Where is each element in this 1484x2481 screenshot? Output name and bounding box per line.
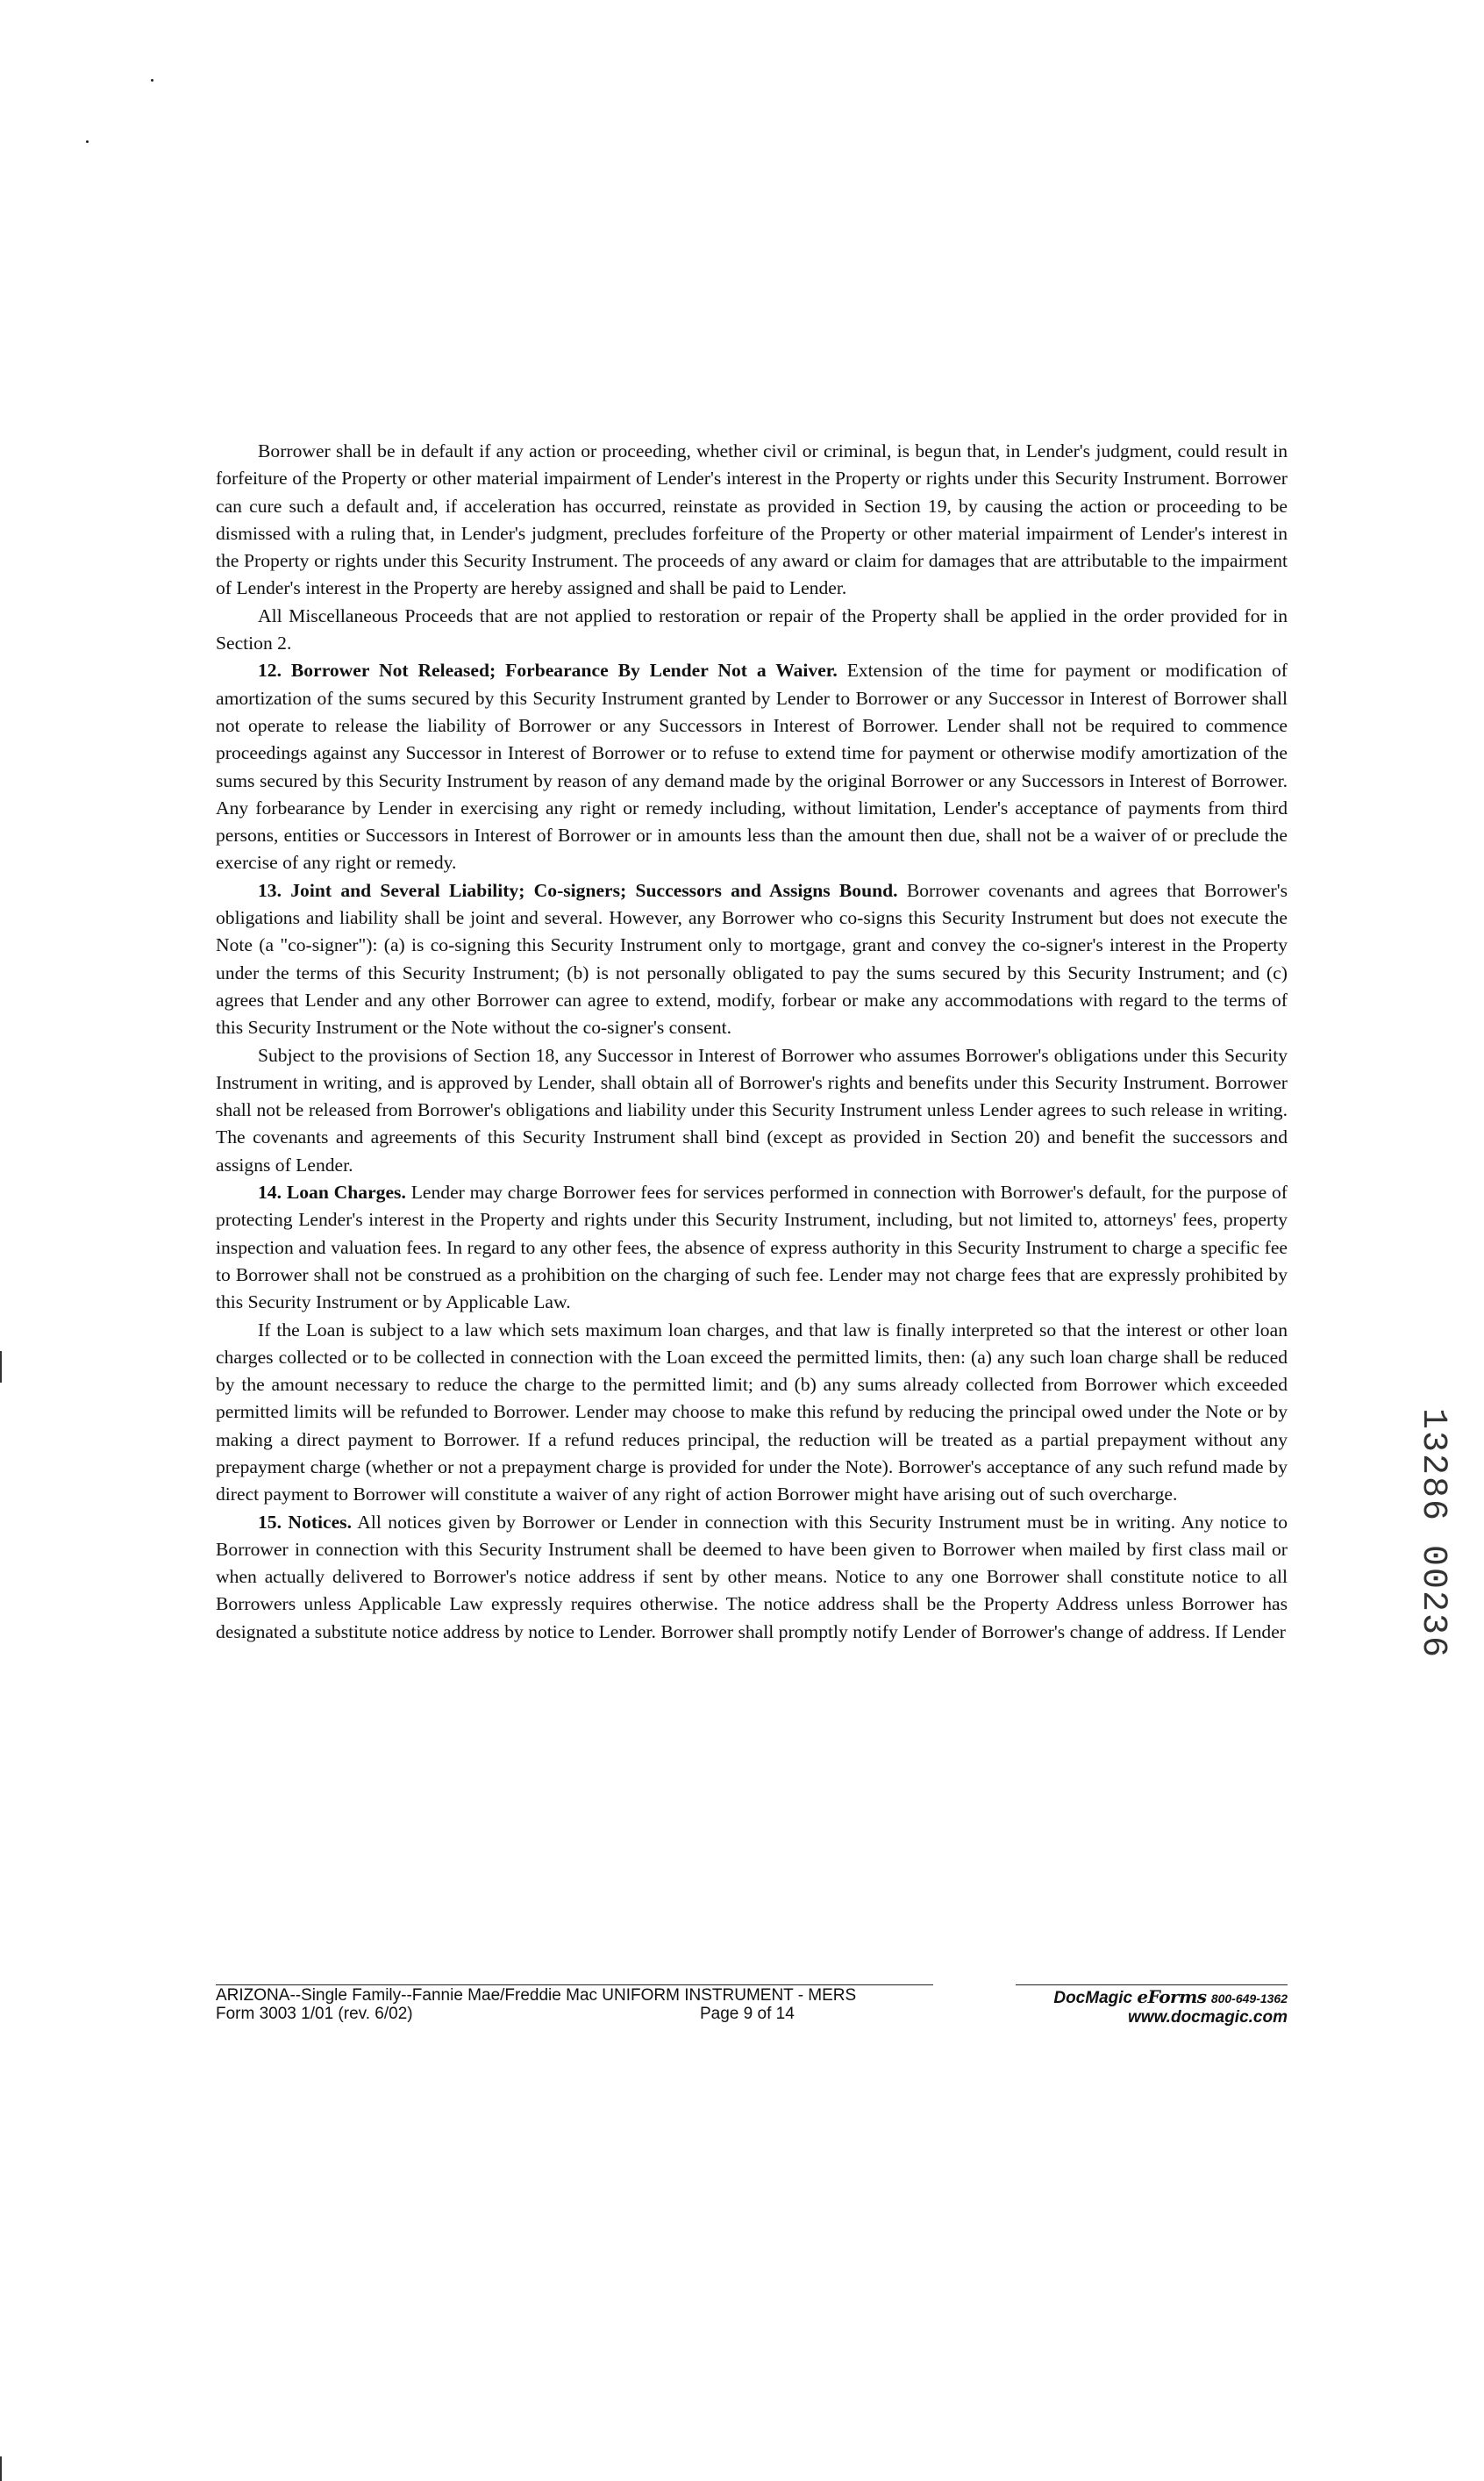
vendor-phone: 800-649-1362 [1210, 1991, 1288, 2006]
paragraph [216, 438, 1288, 603]
scan-edge-mark [0, 1351, 2, 1383]
footer-rule-right [1016, 1984, 1288, 1985]
scan-speck [151, 79, 153, 82]
section-heading-15: 15. Notices. [258, 1511, 352, 1533]
section-heading-13: 13. Joint and Several Liability; Co-signers; Successors and Assigns Bound. [258, 879, 898, 901]
scan-speck [86, 140, 89, 143]
vendor-eforms-logo: eForms [1137, 1986, 1207, 2007]
footer-vendor [1053, 1988, 1288, 2027]
paragraph-text: All Miscellaneous Proceeds that are not applied to restoration or repair of the Property shall be applied in the order provided for in Section 2. [216, 604, 1288, 654]
footer-rule-left [216, 1984, 933, 1985]
paragraph [216, 1179, 1288, 1316]
section-heading-14: 14. Loan Charges. [258, 1182, 406, 1204]
paragraph-text: Borrower covenants and agrees that Borrower's obligations and liability shall be joint and several. However, any Borrower who co-signs this Security Instrument but does not execute the Note (a "co-signer"): (a) is co-signing this Security Instrument only to mortgage, grant and convey the co-signer's interest in the Property under the terms of this Security Instrument; (b) is not personally obligated to pay the sums secured by this Security Instrument; and (c) agrees that Lender and any other Borrower can agree to extend, modify, forbear or make any accommodations with regard to the terms of this Security Instrument or the Note without the co-signer's consent. [216, 879, 1288, 1039]
footer-form-number: Form 3003 1/01 (rev. 6/02) [216, 2005, 413, 2023]
paragraph-text: Subject to the provisions of Section 18, any Successor in Interest of Borrower who assumes Borrower's obligations under this Security Instrument in writing, and is approved by Lender, shall obtain all of Borrower's rights and benefits under this Security Instrument. Borrower shall not be released from Borrower's obligations and liability under this Security Instrument unless Lender agrees to such release in writing. The covenants and agreements of this Security Instrument shall bind (except as provided in Section 20) and benefit the successors and assigns of Lender. [216, 1044, 1288, 1176]
footer-form-title: ARIZONA--Single Family--Fannie Mae/Freddie Mac UNIFORM INSTRUMENT - MERS [216, 1986, 857, 2005]
recording-stamp [1413, 1408, 1466, 1660]
paragraph-text: Borrower shall be in default if any action or proceeding, whether civil or criminal, is begun that, in Lender's judgment, could result in forfeiture of the Property or other material impairment of Lender's interest in the Property or rights under this Security Instrument. Borrower can cure such a default and, if acceleration has occurred, reinstate as provided in Section 19, by causing the action or proceeding to be dismissed with a ruling that, in Lender's judgment, precludes forfeiture of the Property or other material impairment of Lender's interest in the Property or rights under this Security Instrument. The proceeds of any award or claim for damages that are attributable to the impairment of Lender's interest in the Property are hereby assigned and shall be paid to Lender. [216, 440, 1288, 599]
paragraph-text: If the Loan is subject to a law which sets maximum loan charges, and that law is finally interpreted so that the interest or other loan charges collected or to be collected in connection with the Loan exceed the permitted limits, then: (a) any such loan charge shall be reduced by the amount necessary to reduce the charge to the permitted limit; and (b) any sums already collected from Borrower which exceeded permitted limits will be refunded to Borrower. Lender may choose to make this refund by reducing the principal owed under the Note or by making a direct payment to Borrower. If a refund reduces principal, the reduction will be treated as a partial prepayment without any prepayment charge (whether or not a prepayment charge is provided for under the Note). Borrower's acceptance of any such refund made by direct payment to Borrower will constitute a waiver of any right of action Borrower might have arising out of such overcharge. [216, 1319, 1288, 1505]
vendor-website: www.docmagic.com [1128, 2008, 1288, 2027]
vendor-logo: DocMagic [1053, 1989, 1133, 2007]
paragraph [216, 1317, 1288, 1509]
page-footer [216, 1984, 1288, 2028]
paragraph [216, 657, 1288, 876]
recording-stamp-number: 13286 00236 [1413, 1408, 1452, 1660]
document-body [216, 438, 1288, 1646]
section-heading-12: 12. Borrower Not Released; Forbearance By Lender Not a Waiver. [258, 660, 838, 682]
footer-page-number: Page 9 of 14 [700, 2005, 795, 2023]
paragraph-text: Lender may charge Borrower fees for services performed in connection with Borrower's default, for the purpose of protecting Lender's interest in the Property and rights under this Security Instrument, including, but not limited to, attorneys' fees, property inspection and valuation fees. In regard to any other fees, the absence of express authority in this Security Instrument to charge a specific fee to Borrower shall not be construed as a prohibition on the charging of such fee. Lender may not charge fees that are expressly prohibited by this Security Instrument or by Applicable Law. [216, 1182, 1288, 1313]
paragraph [216, 603, 1288, 658]
paragraph [216, 877, 1288, 1042]
paragraph [216, 1509, 1288, 1646]
scan-edge-mark [0, 2456, 2, 2481]
paragraph-text: Extension of the time for payment or modification of amortization of the sums secured by this Security Instrument granted by Lender to Borrower or any Successor in Interest of Borrower shall not operate to release the liability of Borrower or any Successors in Interest of Borrower. Lender shall not be required to commence proceedings against any Successor in Interest of Borrower or to refuse to extend time for payment or otherwise modify amortization of the sums secured by this Security Instrument by reason of any demand made by the original Borrower or any Successors in Interest of Borrower. Any forbearance by Lender in exercising any right or remedy including, without limitation, Lender's acceptance of payments from third persons, entities or Successors in Interest of Borrower or in amounts less than the amount then due, shall not be a waiver of or preclude the exercise of any right or remedy. [216, 660, 1288, 874]
paragraph [216, 1042, 1288, 1179]
paragraph-text: All notices given by Borrower or Lender in connection with this Security Instrument must be in writing. Any notice to Borrower in connection with this Security Instrument shall be deemed to have been given to Borrower when mailed by first class mail or when actually delivered to Borrower's notice address if sent by other means. Notice to any one Borrower shall constitute notice to all Borrowers unless Applicable Law expressly requires otherwise. The notice address shall be the Property Address unless Borrower has designated a substitute notice address by notice to Lender. Borrower shall promptly notify Lender of Borrower's change of address. If Lender [216, 1511, 1288, 1642]
